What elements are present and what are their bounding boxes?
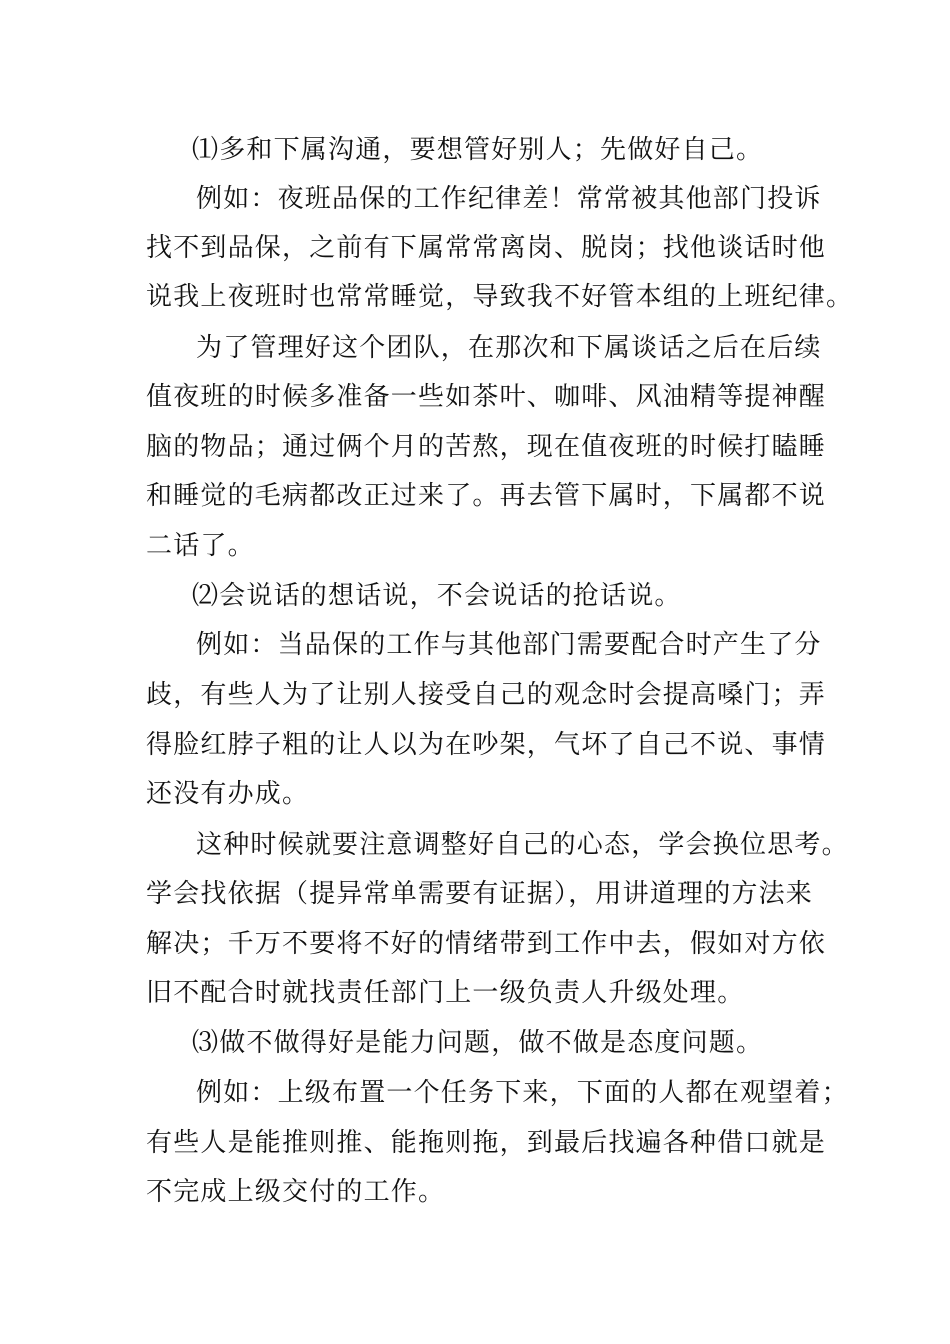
paragraph-line: 得脸红脖子粗的让人以为在吵架，气坏了自己不说、事情 (146, 730, 827, 760)
paragraph-line: 还没有办成。 (146, 779, 310, 809)
section-heading-1: ⑴多和下属沟通，要想管好别人；先做好自己。 (192, 135, 764, 165)
paragraph-line: 旧不配合时就找责任部门上一级负责人升级处理。 (146, 978, 745, 1008)
paragraph-line: 找不到品保，之前有下属常常离岗、脱岗；找他谈话时他 (146, 233, 827, 263)
paragraph-line: 说我上夜班时也常常睡觉，导致我不好管本组的上班纪律。 (146, 282, 854, 312)
paragraph-line: 二话了。 (146, 531, 255, 561)
paragraph-line: 例如：上级布置一个任务下来，下面的人都在观望着； (196, 1078, 849, 1108)
paragraph-line: 值夜班的时候多准备一些如茶叶、咖啡、风油精等提神醒 (146, 382, 827, 412)
paragraph-line: 解决；千万不要将不好的情绪带到工作中去，假如对方依 (146, 929, 827, 959)
section-heading-2: ⑵会说话的想话说，不会说话的抢话说。 (192, 581, 682, 611)
paragraph-line: 例如：当品保的工作与其他部门需要配合时产生了分 (196, 630, 822, 660)
paragraph-line: 这种时候就要注意调整好自己的心态，学会换位思考。 (196, 830, 849, 860)
section-heading-3: ⑶做不做得好是能力问题，做不做是态度问题。 (192, 1028, 764, 1058)
paragraph-line: 不完成上级交付的工作。 (146, 1177, 446, 1207)
paragraph-line: 为了管理好这个团队，在那次和下属谈话之后在后续 (196, 333, 822, 363)
paragraph-line: 有些人是能推则推、能拖则拖，到最后找遍各种借口就是 (146, 1128, 827, 1158)
paragraph-line: 脑的物品；通过俩个月的苦熬，现在值夜班的时候打瞌睡 (146, 432, 827, 462)
paragraph-line: 例如：夜班品保的工作纪律差！常常被其他部门投诉 (196, 184, 822, 214)
paragraph-line: 学会找依据（提异常单需要有证据），用讲道理的方法来 (146, 879, 814, 909)
paragraph-line: 歧，有些人为了让别人接受自己的观念时会提高嗓门；弄 (146, 680, 827, 710)
paragraph-line: 和睡觉的毛病都改正过来了。再去管下属时，下属都不说 (146, 481, 827, 511)
